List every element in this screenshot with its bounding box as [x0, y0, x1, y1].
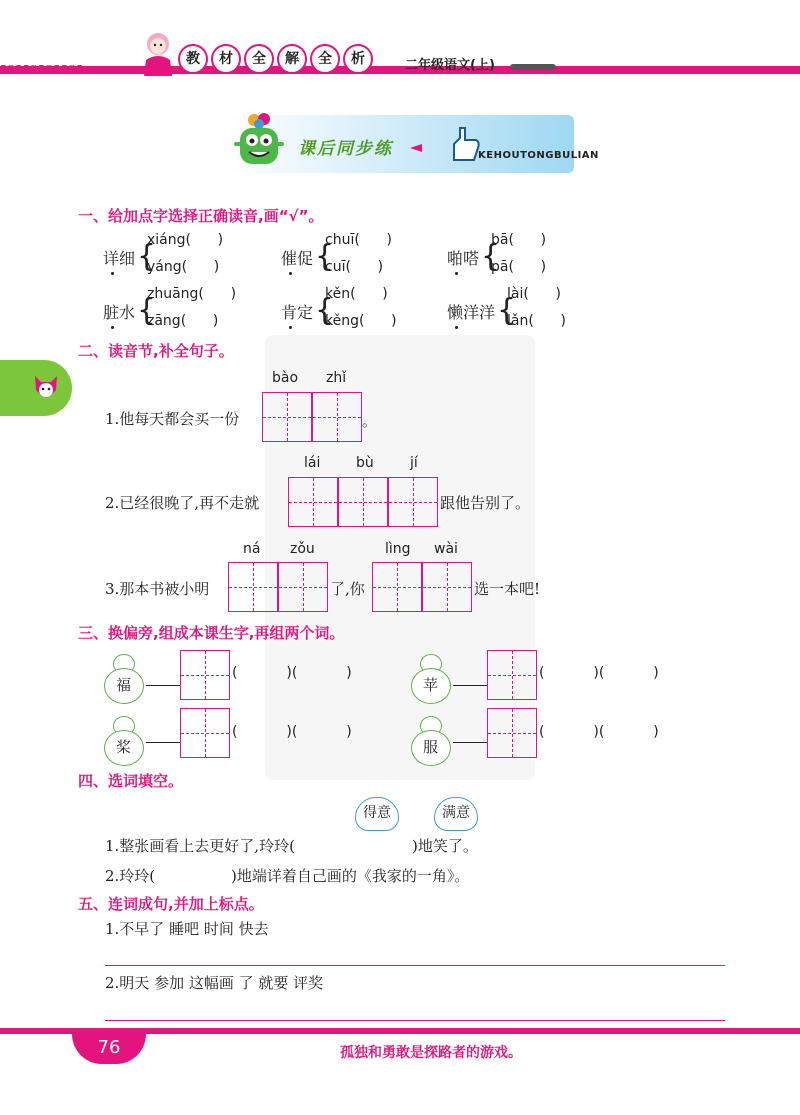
section5-heading: 五、连词成句,并加上标点。	[78, 895, 264, 913]
header-title	[178, 44, 373, 74]
emphasis-dot	[111, 272, 114, 275]
connector-line	[453, 685, 487, 686]
base-character: 苹	[423, 676, 439, 694]
pinyin-option[interactable]: xiáng( )	[147, 232, 224, 248]
pinyin-choice-group	[447, 286, 627, 340]
brace: {	[497, 293, 517, 328]
blank-field[interactable]	[342, 833, 412, 853]
pinyin-label: zǒu	[290, 541, 315, 557]
sentence-text: 1.不早了 睡吧 时间 快去	[105, 920, 269, 938]
choice-word: 啪嗒	[447, 249, 480, 268]
sentence-text: 1.他每天都会买一份	[105, 410, 240, 428]
word-option-shell: 满意	[434, 797, 478, 831]
section3-heading: 三、换偏旁,组成本课生字,再组两个词。	[78, 624, 345, 642]
fox-mascot-icon	[32, 372, 60, 402]
tianzige-box[interactable]	[262, 392, 312, 442]
word-blanks[interactable]: ( )( )	[539, 665, 659, 681]
pinyin-label: lái	[304, 455, 321, 471]
header-title-char: 全	[310, 44, 340, 74]
emphasis-dot	[289, 272, 292, 275]
emphasis-dot	[111, 326, 114, 329]
pinyin-choice-group	[103, 286, 273, 340]
base-character: 桨	[116, 738, 132, 756]
choice-word: 肯定	[281, 303, 314, 322]
pinyin-label: wài	[434, 541, 458, 557]
tianzige-box[interactable]	[288, 477, 338, 527]
pinyin-choice-group	[281, 286, 451, 340]
choice-word: 催促	[281, 249, 314, 268]
pinyin-option[interactable]: lài( )	[507, 286, 561, 302]
pinyin-option[interactable]: kěng( )	[325, 313, 397, 329]
base-character: 服	[423, 738, 439, 756]
pointing-hand-icon	[448, 126, 482, 162]
girl-mascot-icon	[138, 30, 178, 78]
tianzige-box[interactable]	[312, 392, 362, 442]
choice-word: 脏水	[103, 303, 136, 322]
connector-line	[453, 742, 487, 743]
section4-heading: 四、选词填空。	[78, 772, 184, 790]
tianzige-box[interactable]	[338, 477, 388, 527]
base-character: 福	[116, 676, 132, 694]
tianzige-box[interactable]	[180, 708, 230, 758]
pinyin-label: zhǐ	[326, 370, 347, 386]
connector-line	[146, 685, 180, 686]
tianzige-box[interactable]	[487, 708, 537, 758]
choice-word: 详细	[103, 249, 136, 268]
sentence-text: 跟他告别了。	[440, 494, 531, 512]
header-title-char: 材	[211, 44, 241, 74]
blank-field[interactable]	[165, 863, 231, 883]
pinyin-option[interactable]: zāng( )	[147, 313, 219, 329]
pinyin-option[interactable]: lǎn( )	[507, 313, 566, 329]
pinyin-option[interactable]: bā( )	[491, 232, 547, 248]
sentence-text: 2.已经很晚了,再不走就	[105, 494, 260, 512]
emphasis-dot	[455, 326, 458, 329]
word-option-shell: 得意	[355, 797, 399, 831]
pinyin-option[interactable]: pā( )	[491, 259, 547, 275]
tianzige-box[interactable]	[372, 562, 422, 612]
pinyin-choice-group	[103, 232, 273, 286]
sentence-text: 。	[362, 412, 378, 430]
sentence-text: )地笑了。	[412, 837, 478, 855]
header-stripe	[0, 66, 800, 74]
side-tab	[0, 360, 72, 416]
word-blanks[interactable]: ( )( )	[232, 724, 352, 740]
header-title-char: 解	[277, 44, 307, 74]
pinyin-choice-group	[447, 232, 617, 286]
header-title-char: 全	[244, 44, 274, 74]
sentence-text: 了,你	[330, 580, 365, 598]
sentence-text: 1.整张画看上去更好了,玲玲(	[105, 837, 295, 855]
sentence-text: 2.玲玲(	[105, 867, 156, 885]
sentence-text: 2.明天 参加 这幅画 了 就要 评奖	[105, 974, 324, 992]
brace: {	[137, 293, 157, 328]
sentence-text: )地端详着自己画的《我家的一角》。	[231, 867, 470, 885]
green-monster-icon	[232, 112, 286, 172]
answer-line[interactable]	[105, 965, 725, 966]
header-title-char: 析	[343, 44, 373, 74]
sentence-text: 3.那本书被小明	[105, 580, 210, 598]
pinyin-label: jí	[410, 455, 418, 471]
tianzige-box[interactable]	[278, 562, 328, 612]
connector-line	[146, 742, 180, 743]
answer-line[interactable]	[105, 1020, 725, 1021]
pencil-icon	[510, 64, 556, 70]
tianzige-box[interactable]	[388, 477, 438, 527]
pinyin-option[interactable]: chuī( )	[325, 232, 392, 248]
pinyin-option[interactable]: kěn( )	[325, 286, 388, 302]
word-blanks[interactable]: ( )( )	[539, 724, 659, 740]
banner-arrow-icon	[410, 144, 422, 152]
pinyin-choice-group	[281, 232, 451, 286]
pinyin-label: bào	[272, 370, 299, 386]
tianzige-box[interactable]	[487, 650, 537, 700]
pinyin-option[interactable]: cuī( )	[325, 259, 384, 275]
banner-subtitle: KEHOUTONGBULIAN	[478, 150, 599, 161]
brace: {	[315, 293, 335, 328]
tianzige-box[interactable]	[422, 562, 472, 612]
section2-heading: 二、读音节,补全句子。	[78, 342, 234, 360]
banner-title: 课后同步练	[298, 139, 393, 159]
sentence-text: 选一本吧!	[474, 580, 541, 598]
emphasis-dot	[289, 326, 292, 329]
brace: {	[481, 239, 501, 274]
header-title-char: 教	[178, 44, 208, 74]
page-number: 76	[72, 1034, 146, 1064]
pinyin-label: lìng	[385, 541, 411, 557]
pinyin-label: ná	[243, 541, 261, 557]
brace: {	[315, 239, 335, 274]
tianzige-box[interactable]	[228, 562, 278, 612]
section1-heading: 一、给加点字选择正确读音,画“√”。	[78, 207, 324, 225]
pinyin-option[interactable]: yáng( )	[147, 259, 220, 275]
grade-label: 二年级语文(上)	[405, 58, 495, 73]
brace: {	[137, 239, 157, 274]
word-blanks[interactable]: ( )( )	[232, 665, 352, 681]
pinyin-option[interactable]: zhuāng( )	[147, 286, 237, 302]
pinyin-label: bù	[356, 455, 374, 471]
choice-word: 懒洋洋	[447, 303, 496, 322]
footer-motto: 孤独和勇敢是探路者的游戏。	[340, 1045, 522, 1061]
tianzige-box[interactable]	[180, 650, 230, 700]
emphasis-dot	[455, 272, 458, 275]
